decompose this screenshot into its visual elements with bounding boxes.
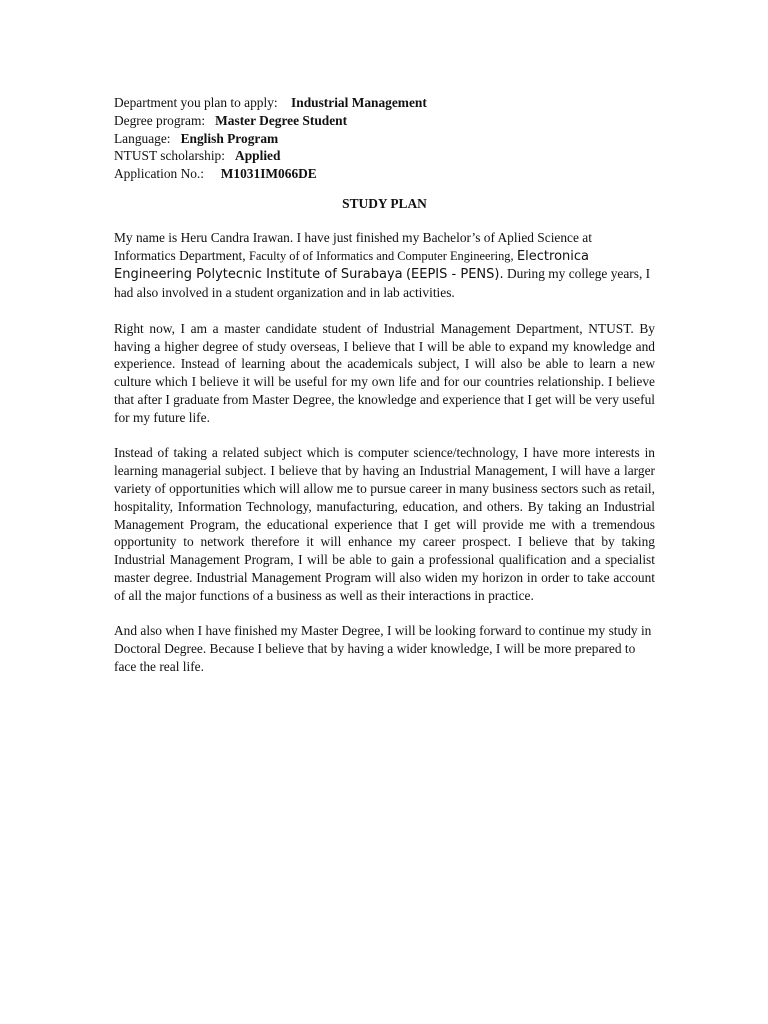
paragraph-1-part-5: During my college years, I had also involved in a student organization and in lab activities.	[114, 266, 651, 301]
department-value: Industrial Management	[291, 95, 427, 110]
document-content	[114, 94, 655, 694]
paragraph-3: Instead of taking a related subject which is computer science/technology, I have more interests in learning managerial subject. I believe that by having an Industrial Management, I will have a larger variety of opportunities which will allow me to pursue career in many business sectors such as retail, hospitality, Information Technology, manufacturing, education, and others. By taking an Industrial Management Program, the educational experience that I get will provide me with a tremendous opportunity to network therefore it will enhance my career prospect. I believe that by taking Industrial Management Program, I will be able to gain a professional qualification and a specialist master degree. Industrial Management Program will also widen my horizon in order to take account of all the major functions of a business as well as their interactions in practice.	[114, 445, 655, 603]
paragraph-2: Right now, I am a master candidate student of Industrial Management Department, NTUST. By having a higher degree of study overseas, I believe that I will be able to expand my knowledge and experience. Instead of learning about the academicals subject, I will also be able to learn a new culture which I believe it will be useful for my own life and for our countries relationship. I believe that after I graduate from Master Degree, the knowledge and experience that I get will be very useful for my future life.	[114, 320, 655, 425]
scholarship-line	[114, 147, 655, 165]
degree-line	[114, 112, 655, 130]
paragraph-1-part-3: Electronica Engineering Polytecnic Institute of Surabaya	[114, 248, 589, 283]
paragraph-1-part-2: Faculty of of Informatics and Computer Engineering,	[248, 248, 514, 263]
language-line	[114, 130, 655, 148]
language-label: Language:	[114, 130, 171, 146]
scholarship-value: Applied	[235, 148, 281, 164]
degree-value: Master Degree Student	[215, 112, 348, 128]
degree-label: Degree program:	[114, 112, 206, 128]
paragraph-1	[114, 229, 655, 302]
scholarship-label: NTUST scholarship:	[114, 148, 225, 164]
paragraph-4: And also when I have finished my Master Degree, I will be looking forward to continue my study in Doctoral Degree. Because I believe that by having a wider knowledge, I will be more prepared to face the real life.	[114, 623, 652, 674]
department-line	[114, 94, 655, 112]
application-label: Application No.:	[114, 166, 205, 182]
paragraph-1-part-4: (EEPIS - PENS).	[405, 267, 504, 283]
application-value: M1031IM066DE	[220, 166, 317, 182]
application-line	[114, 165, 655, 183]
department-label: Department you plan to apply:	[114, 95, 278, 110]
paragraph-1-part-1: My name is Heru Candra Irawan. I have just finished my Bachelor’s of Aplied Science at Informatics Department,	[114, 229, 592, 263]
page-title: STUDY PLAN	[342, 195, 427, 211]
language-value: English Program	[180, 130, 279, 146]
